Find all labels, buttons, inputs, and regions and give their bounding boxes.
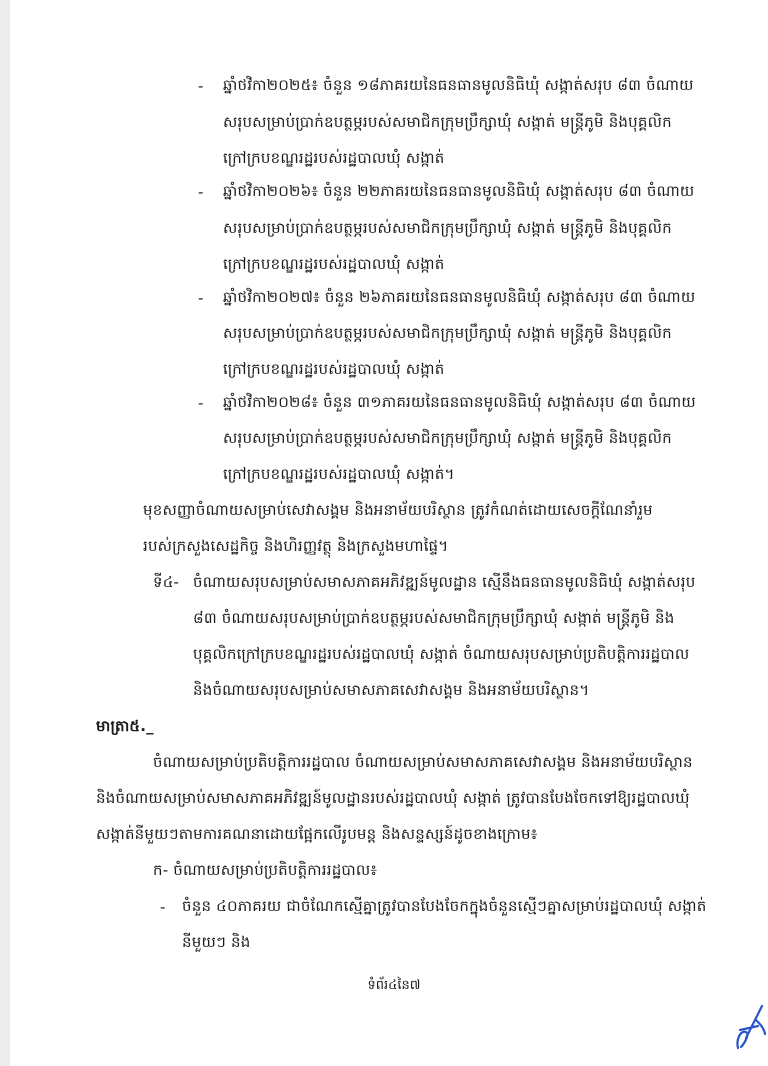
bullet-3-line-3: ក្រៅក្របខណ្ឌរដ្ឋរបស់រដ្ឋបាលឃុំ សង្កាត់ bbox=[223, 360, 445, 378]
item-4-line-1: ចំណាយសរុបសម្រាប់សមាសភាគអភិវឌ្ឍន៍មូលដ្ឋាន ស្មើនឹងធនធានមូលនិធិឃុំ សង្កាត់សរុប bbox=[193, 573, 696, 591]
item-4-line-2: ៨៣ ចំណាយសរុបសម្រាប់ប្រាក់ឧបត្ថម្ភរបស់សមាជិកក្រុមប្រឹក្សាឃុំ សង្កាត់ មន្ត្រីភូមិ និង bbox=[193, 609, 675, 627]
article-para-line-2: និងចំណាយសម្រាប់សមាសភាគអភិវឌ្ឍន៍មូលដ្ឋានរបស់រដ្ឋបាលឃុំ សង្កាត់ ត្រូវបានបែងចែកទៅឱ្យរដ្ឋបាលឃុំ bbox=[96, 789, 690, 807]
page-number: ទំព័រ៤នៃ៧ bbox=[367, 978, 421, 993]
bullet-dash: - bbox=[160, 898, 166, 916]
bullet-2-line-3: ក្រៅក្របខណ្ឌរដ្ឋរបស់រដ្ឋបាលឃុំ សង្កាត់ bbox=[223, 255, 445, 273]
last-bullet-line-2: នីមួយៗ និង bbox=[182, 933, 251, 951]
article-para-line-1: ចំណាយសម្រាប់ប្រតិបត្តិការរដ្ឋបាល ចំណាយសម្រាប់សមាសភាគសេវាសង្គម និងអនាម័យបរិស្ថាន bbox=[153, 753, 693, 771]
bullet-1-line-3: ក្រៅក្របខណ្ឌរដ្ឋរបស់រដ្ឋបាលឃុំ សង្កាត់ bbox=[223, 149, 445, 167]
bullet-1-line-2: សរុបសម្រាប់ប្រាក់ឧបត្ថម្ភរបស់សមាជិកក្រុមប្រឹក្សាឃុំ សង្កាត់ មន្ត្រីភូមិ និងបុគ្គលិក bbox=[223, 113, 672, 131]
bullet-1-line-1: ឆ្នាំថវិកា២០២៥៖ ចំនួន ១៨ភាគរយនៃធនធានមូលនិធិឃុំ សង្កាត់សរុប ៨៣ ចំណាយ bbox=[223, 76, 694, 94]
expense-para-line-1: មុខសញ្ញាចំណាយសម្រាប់សេវាសង្គម និងអនាម័យបរិស្ថាន ត្រូវកំណត់ដោយសេចក្តីណែនាំរួម bbox=[143, 501, 653, 519]
bullet-dash: - bbox=[198, 289, 204, 307]
signature-mark bbox=[732, 1000, 768, 1054]
bullet-4-line-3: ក្រៅក្របខណ្ឌរដ្ឋរបស់រដ្ឋបាលឃុំ សង្កាត់។ bbox=[223, 465, 455, 483]
bullet-dash: - bbox=[198, 77, 204, 95]
expense-para-line-2: របស់ក្រសួងសេដ្ឋកិច្ច និងហិរញ្ញវត្ថុ និងក្រសួងមហាផ្ទៃ។ bbox=[143, 537, 449, 555]
bullet-3-line-2: សរុបសម្រាប់ប្រាក់ឧបត្ថម្ភរបស់សមាជិកក្រុមប្រឹក្សាឃុំ សង្កាត់ មន្ត្រីភូមិ និងបុគ្គលិក bbox=[223, 324, 672, 342]
article-para-line-3: សង្កាត់នីមួយៗតាមការគណនាដោយផ្អែកលើរូបមន្ត និងសន្ទស្សន៍ដូចខាងក្រោម៖ bbox=[96, 825, 538, 843]
bullet-dash: - bbox=[198, 183, 204, 201]
bullet-dash: - bbox=[198, 394, 204, 412]
bullet-4-line-2: សរុបសម្រាប់ប្រាក់ឧបត្ថម្ភរបស់សមាជិកក្រុមប្រឹក្សាឃុំ សង្កាត់ មន្ត្រីភូមិ និងបុគ្គលិក bbox=[223, 429, 672, 447]
item-4-line-3: បុគ្គលិកក្រៅក្របខណ្ឌរដ្ឋរបស់រដ្ឋបាលឃុំ សង្កាត់ ចំណាយសរុបសម្រាប់ប្រតិបត្តិការរដ្ឋបាល bbox=[193, 645, 690, 663]
subheading: ក- ចំណាយសម្រាប់ប្រតិបត្តិការរដ្ឋបាល៖ bbox=[153, 861, 378, 879]
bullet-3-line-1: ឆ្នាំថវិកា២០២៧៖ ចំនួន ២៦ភាគរយនៃធនធានមូលនិធិឃុំ សង្កាត់សរុប ៨៣ ចំណាយ bbox=[223, 288, 696, 306]
last-bullet-line-1: ចំនួន ៤០ភាគរយ ជាចំណែកស្មើគ្នាត្រូវបានបែងចែកក្នុងចំនួនស្មើៗគ្នាសម្រាប់រដ្ឋបាលឃុំ សង្កាត់ bbox=[182, 897, 707, 915]
bullet-4-line-1: ឆ្នាំថវិកា២០២៨៖ ចំនួន ៣១ភាគរយនៃធនធានមូលនិធិឃុំ សង្កាត់សរុប ៨៣ ចំណាយ bbox=[223, 393, 696, 411]
bullet-2-line-1: ឆ្នាំថវិកា២០២៦៖ ចំនួន ២២ភាគរយនៃធនធានមូលនិធិឃុំ សង្កាត់សរុប ៨៣ ចំណាយ bbox=[223, 182, 695, 200]
item-4-label: ទី៤- bbox=[153, 573, 180, 591]
item-4-line-4: និងចំណាយសរុបសម្រាប់សមាសភាគសេវាសង្គម និងអនាម័យបរិស្ថាន។ bbox=[193, 681, 590, 699]
bullet-2-line-2: សរុបសម្រាប់ប្រាក់ឧបត្ថម្ភរបស់សមាជិកក្រុមប្រឹក្សាឃុំ សង្កាត់ មន្ត្រីភូមិ និងបុគ្គលិក bbox=[223, 219, 672, 237]
article-title: មាត្រា៥._ bbox=[96, 717, 154, 735]
